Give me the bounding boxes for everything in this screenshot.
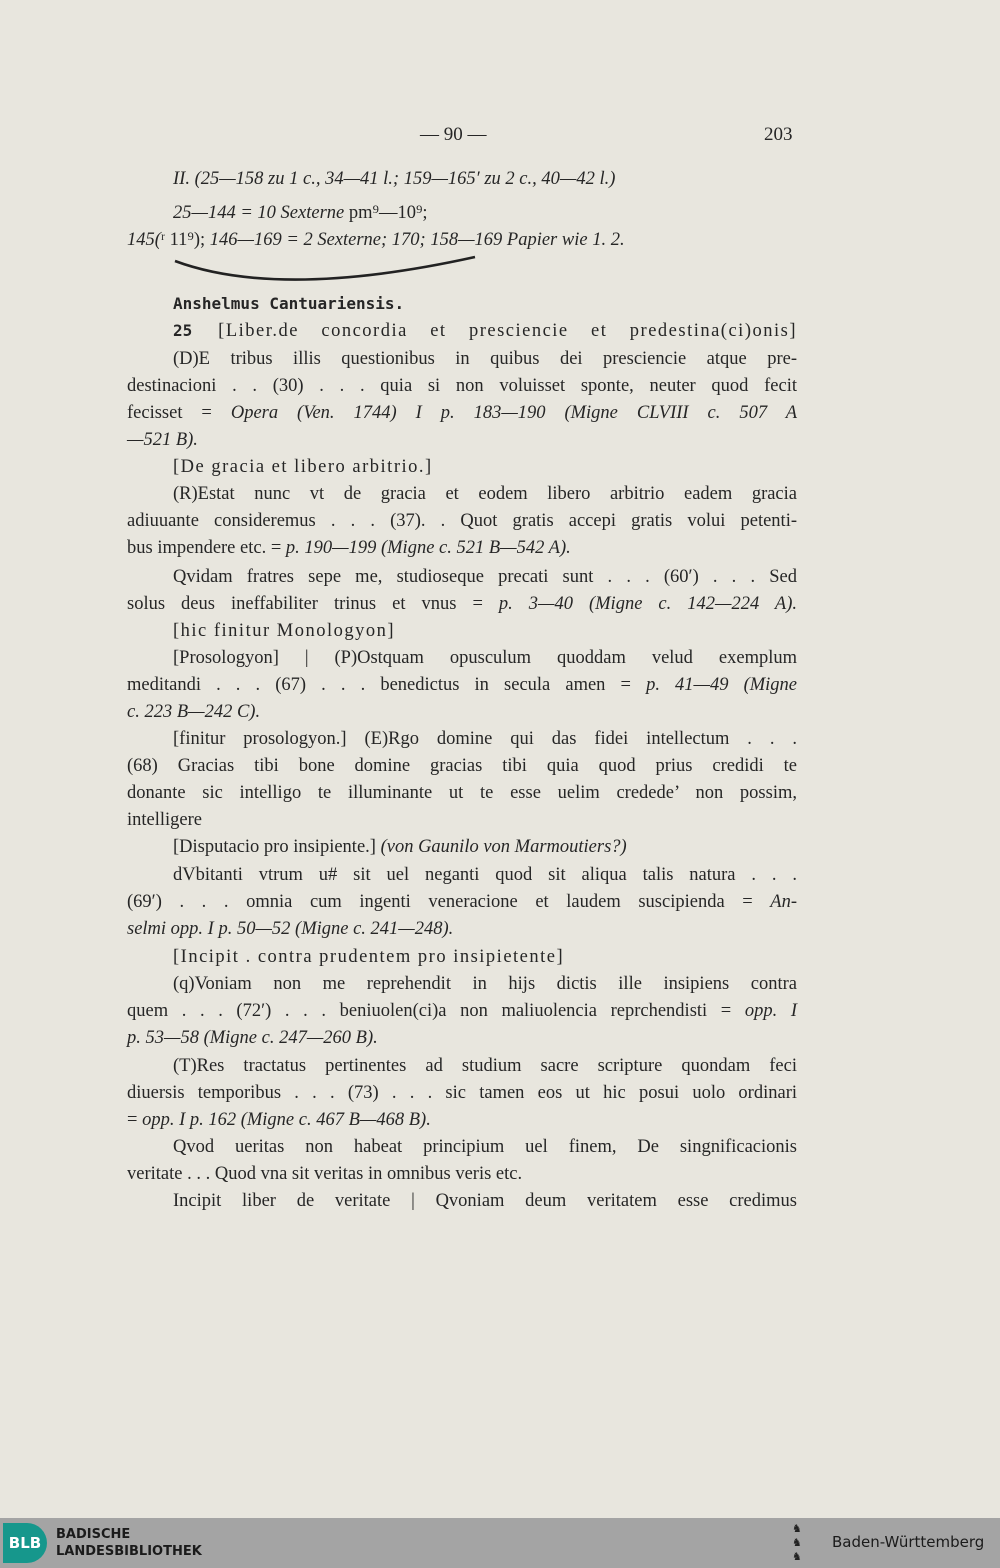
text-segment: II. (25—158 zu 1 c., 34—41 l.; 159—165′ zu 2 c., 40—42 l.) [173,169,616,189]
text-segment: [Liber.de concordia et presciencie et predestina(ci)onis] [218,321,797,341]
text-line [173,1135,797,1159]
text-segment: pm⁹—10⁹; [348,203,428,223]
text-segment: Qvod ueritas non habeat principium uel finem, De singnificacionis [173,1137,797,1157]
text-line [173,455,797,479]
text-line [127,917,797,941]
text-line [127,374,797,398]
text-line [173,1054,797,1078]
text-line [173,727,797,751]
text-segment: opp. I [744,1001,797,1021]
text-segment: 146—169 = 2 Sexterne; 170; 158—169 Papier wie 1. 2. [209,230,625,250]
text-line [127,700,797,724]
brace-curve [170,255,490,295]
text-line [173,167,797,191]
text-line [173,863,797,887]
text-line [127,401,797,425]
text-segment: = [127,1110,143,1130]
text-segment: meditandi . . . (67) . . . benedictus in secula amen = [127,675,647,695]
text-line [127,890,797,914]
text-line [127,673,797,697]
text-line [173,945,797,969]
text-segment: intelligere [127,810,202,830]
text-segment: Incipit liber de veritate | Qvoniam deum veritatem esse credimus [173,1191,797,1211]
text-line [173,292,797,316]
text-line [173,1189,797,1213]
text-line [173,565,797,589]
text-segment: p. 190—199 (Migne c. 521 B—542 A). [285,538,571,558]
text-line [127,1081,797,1105]
text-line [127,808,797,832]
text-segment: [Incipit . contra prudentem pro insipietente] [173,947,565,967]
text-line [127,781,797,805]
text-segment: 25—144 = 10 Sexterne [173,203,349,223]
text-line [127,999,797,1023]
text-segment: solus deus ineffabiliter trinus et vnus = [127,594,499,614]
text-segment: [Prosologyon] | (P)Ostquam opusculum quoddam velud exemplum [173,648,797,668]
text-line [127,536,797,560]
text-segment: [De gracia et libero arbitrio.] [173,457,433,477]
footer-bar [0,1518,1000,1568]
text-segment: dVbitanti vtrum u# sit uel neganti quod sit aliqua talis natura . . . [173,865,797,885]
state-logo-text[interactable]: Baden-Württemberg [832,1533,985,1551]
text-segment: (R)Estat nunc vt de gracia et eodem libero arbitrio eadem gracia [173,484,797,504]
text-segment: donante sic intelligo te illuminante ut te esse uelim credede’ non possim, [127,783,797,803]
text-line [127,509,797,533]
text-line [127,592,797,616]
text-segment: —521 B). [127,430,198,450]
text-segment: destinacioni . . (30) . . . quia si non voluisset sponte, neuter quod fecit [127,376,797,396]
text-line [127,228,797,252]
text-line [127,428,797,452]
text-segment: p. 41—49 (Migne [646,675,798,695]
text-segment: p. 3—40 (Migne c. 142—224 A). [498,594,797,614]
text-line [173,619,797,643]
library-name-line1: BADISCHE [56,1527,131,1542]
text-segment: adiuuante consideremus . . . (37). . Quot gratis accepi gratis volui petenti- [127,511,797,531]
coat-of-arms-icon: ♞ ♞ ♞ [792,1522,802,1563]
text-segment: [finitur prosologyon.] (E)Rgo domine qui das fidei intellectum . . . [173,729,797,749]
text-segment: bus impendere etc. = [127,538,286,558]
text-line [173,319,797,343]
text-line [127,1162,797,1186]
text-segment: quem . . . (72′) . . . beniuolen(ci)a non maliuolencia reprchendisti = [127,1001,745,1021]
text-segment: Opera (Ven. 1744) I p. 183—190 (Migne CLVIII c. 507 A [230,403,797,423]
text-segment: (q)Voniam non me reprehendit in hijs dictis ille insipiens contra [173,974,797,994]
page-number: 203 [764,124,793,145]
text-segment: veritate . . . Quod vna sit veritas in omnibus veris etc. [127,1164,523,1184]
text-line [173,201,797,225]
library-name-line2: LANDESBIBLIOTHEK [56,1544,202,1559]
text-segment: Qvidam fratres sepe me, studioseque precati sunt . . . (60′) . . . Sed [173,567,797,587]
text-segment: 145( [127,230,161,250]
text-line [127,754,797,778]
text-line [173,972,797,996]
text-segment: p. 53—58 (Migne c. 247—260 B). [127,1028,378,1048]
text-segment: (T)Res tractatus pertinentes ad studium sacre scripture quondam feci [173,1056,797,1076]
text-segment: [Disputacio pro insipiente.] [173,837,381,857]
text-line [173,835,797,859]
text-segment: selmi opp. I p. 50—52 (Migne c. 241—248). [127,919,454,939]
text-line [173,646,797,670]
blb-logo[interactable]: BLB [3,1523,47,1563]
text-segment: 25 [173,321,219,340]
text-line [173,347,797,371]
text-line [127,1026,797,1050]
text-segment: opp. I p. 162 (Migne c. 467 B—468 B). [142,1110,431,1130]
text-segment: fecisset = [127,403,231,423]
text-segment: Anshelmus Cantuariensis. [173,294,405,313]
text-segment: (von Gaunilo von Marmoutiers?) [380,837,627,857]
text-line [127,1108,797,1132]
library-name[interactable] [56,1526,202,1560]
text-segment: diuersis temporibus . . . (73) . . . sic tamen eos ut hic posui uolo ordinari [127,1083,797,1103]
text-segment: c. 223 B—242 C). [127,702,261,722]
text-segment: An- [770,892,797,912]
text-segment: (D)E tribus illis questionibus in quibus dei presciencie atque pre- [173,349,797,369]
text-line [173,482,797,506]
text-segment: (69′) . . . omnia cum ingenti veneracione et laudem suscipienda = [127,892,771,912]
running-header: — 90 — [420,124,487,145]
text-segment: (68) Gracias tibi bone domine gracias tibi quia quod prius credidi te [127,756,797,776]
text-segment: [hic finitur Monologyon] [173,621,396,641]
text-segment: ʳ 11⁹); [160,230,210,250]
